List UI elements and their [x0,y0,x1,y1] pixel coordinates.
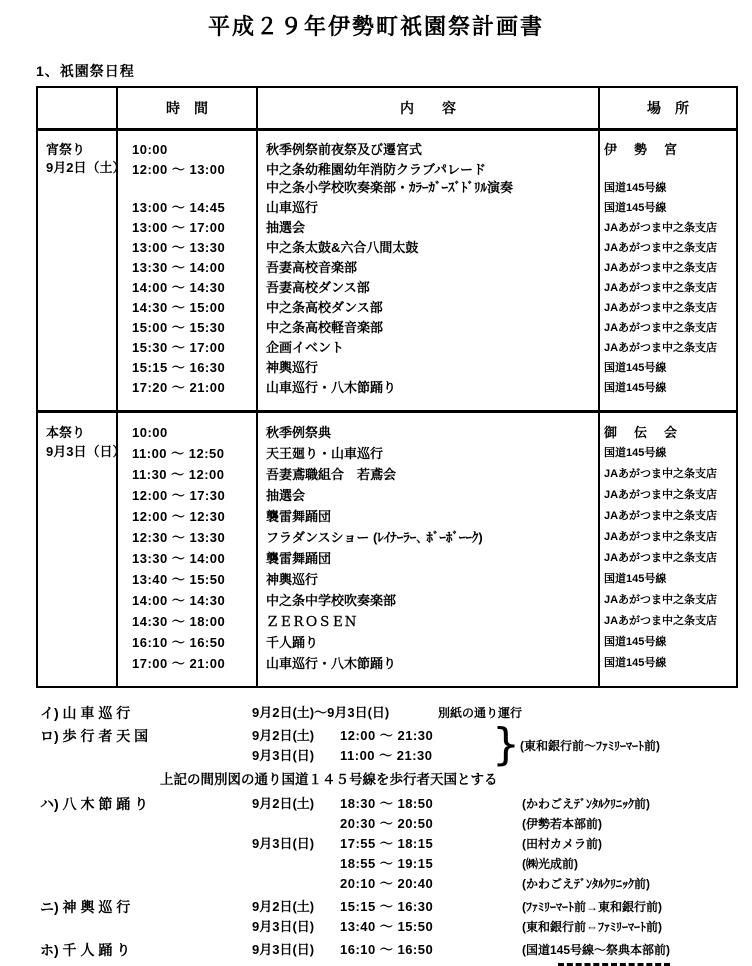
place-cell: JAあがつま中之条支店 [599,548,737,569]
content-line: 中之条高校ダンス部 [266,300,383,315]
content-cell [257,318,599,338]
note-item [40,794,752,894]
time-cell: 15:00 ～ 15:30 [117,318,257,338]
note-line [40,917,752,937]
document-page [0,10,752,966]
place-cell: JAあがつま中之条支店 [599,218,737,238]
event-row [37,443,737,464]
note-item [40,940,752,960]
note-place: 別紙の通り運行 [438,706,523,720]
content-line: 天王廻り・山車巡行 [266,446,384,461]
content-cell [257,653,599,687]
note-date [252,874,340,894]
time-cell: 14:30 ～ 18:00 [117,611,257,632]
header-content-cell: 内 容 [257,87,599,130]
place-cell: JAあがつま中之条支店 [599,527,737,548]
event-row [37,130,737,161]
time-cell: 17:00 ～ 21:00 [117,653,257,687]
content-cell [257,464,599,485]
event-row [37,258,737,278]
note-time: 18:30 ～ 18:50 [340,796,434,811]
time-cell: 13:40 ～ 15:50 [117,569,257,590]
time-cell: 13:00 ～ 17:00 [117,218,257,238]
note-line [40,794,752,814]
content-line: 神輿巡行 [266,572,319,587]
note-date: 9月3日(日) [252,748,315,763]
place-cell: 国道145号線 [599,443,737,464]
content-line: 秋季例祭典 [266,425,332,440]
content-line: 抽選会 [266,220,306,235]
content-line: 山車巡行・八木節踊り [266,380,397,395]
time-cell: 13:00 ～ 13:30 [117,238,257,258]
content-cell [257,338,599,358]
note-place: (東和銀行前⇔ﾌｧﾐﾘｰﾏｰﾄ前) [522,920,662,934]
brace-place-label: (東和銀行前～ﾌｧﾐﾘｰﾏｰﾄ前) [520,739,660,753]
time-cell: 13:00 ～ 14:45 [117,198,257,218]
content-line: 襲雷舞踊団 [266,551,332,566]
place-cell: JAあがつま中之条支店 [599,318,737,338]
note-item-label: ハ) 八 木 節 踊 り [40,796,149,812]
place-cell: 国道145号線 [599,358,737,378]
place-cell: 国道145号線 [599,160,737,198]
content-cell [257,160,599,198]
place-cell: 御 伝 会 [599,412,737,444]
schedule-table-header [37,87,737,130]
note-date: 9月3日(日) [252,836,315,851]
place-cell: 国道145号線 [599,653,737,687]
note-time: 20:10 ～ 20:40 [340,876,434,891]
content-cell [257,412,599,444]
event-row [37,338,737,358]
time-cell: 13:30 ～ 14:00 [117,548,257,569]
note-date [252,854,340,874]
event-row [37,378,737,412]
time-cell: 11:30 ～ 12:00 [117,464,257,485]
place-cell: JAあがつま中之条支店 [599,485,737,506]
event-row [37,653,737,687]
note-time: 15:15 ～ 16:30 [340,899,434,914]
note-time: 17:55 ～ 18:15 [340,836,434,851]
event-row [37,238,737,258]
event-row [37,569,737,590]
content-line: 神輿巡行 [266,360,319,375]
place-cell: 伊 勢 宮 [599,130,737,161]
content-cell [257,632,599,653]
note-place: (伊勢若本部前) [522,817,602,831]
place-cell: 国道145号線 [599,378,737,412]
note-item-label [40,854,252,874]
note-line [40,897,752,917]
time-cell: 16:10 ～ 16:50 [117,632,257,653]
content-line: 千人踊り [266,635,319,650]
event-row [37,506,737,527]
note-subnote: 上記の間別図の通り国道１４５号線を歩行者天国とする [160,772,498,787]
time-cell: 11:00 ～ 12:50 [117,443,257,464]
event-row [37,485,737,506]
content-line: 中之条幼稚園幼年消防クラブパレード [266,162,486,177]
schedule-table [36,86,738,688]
place-cell: JAあがつま中之条支店 [599,238,737,258]
place-cell: JAあがつま中之条支店 [599,464,737,485]
content-line: 吾妻高校音楽部 [266,260,358,275]
note-date [252,814,340,834]
note-time: 16:10 ～ 16:50 [340,942,434,957]
note-item-label: ニ) 神 輿 巡 行 [40,899,131,915]
schedule-section-heading: 1、祇園祭日程 [36,63,135,79]
note-line [40,940,752,960]
note-place: (ﾌｧﾐﾘｰﾏｰﾄ前→東和銀行前) [522,900,662,914]
content-line: 中之条中学校吹奏楽部 [266,593,397,608]
place-cell: JAあがつま中之条支店 [599,258,737,278]
note-time: 20:30 ～ 20:50 [340,816,434,831]
event-row [37,548,737,569]
event-row [37,412,737,444]
content-cell [257,278,599,298]
content-cell [257,443,599,464]
note-line [40,854,752,874]
event-row [37,590,737,611]
note-item-label: ロ) 歩 行 者 天 国 [40,728,149,744]
day-line: 9月2日（土） [46,160,126,175]
time-cell: 14:00 ～ 14:30 [117,278,257,298]
place-cell: 国道145号線 [599,569,737,590]
place-cell: JAあがつま中之条支店 [599,278,737,298]
curly-brace-icon: } [492,719,520,770]
note-date: 9月2日(土) [252,796,315,811]
event-row [37,358,737,378]
content-cell [257,527,599,548]
header-time-cell: 時 間 [117,87,257,130]
note-item-label [40,874,252,894]
time-cell: 12:30 ～ 13:30 [117,527,257,548]
note-time: 13:40 ～ 15:50 [340,919,434,934]
event-row [37,278,737,298]
time-cell: 10:00 [117,130,257,161]
content-line: 中之条高校軽音楽部 [266,320,384,335]
note-item-label [40,834,252,854]
time-cell: 15:15 ～ 16:30 [117,358,257,378]
note-line [40,874,752,894]
note-item-label: ホ) 千 人 踊 り [40,942,131,958]
day-line: 9月3日（日） [46,444,126,459]
page-title: 平成２９年伊勢町祇園祭計画書 [207,14,544,39]
time-cell: 13:30 ～ 14:00 [117,258,257,278]
time-cell: 14:00 ～ 14:30 [117,590,257,611]
content-cell [257,569,599,590]
content-line: 吾妻高校ダンス部 [266,280,370,295]
note-date: 9月2日(土)～9月3日(日) [252,705,390,720]
content-line: 秋季例祭前夜祭及び遷宮式 [266,142,423,157]
content-cell [257,298,599,318]
event-row [37,611,737,632]
note-item [40,703,752,723]
content-line: 襲雷舞踊団 [266,509,332,524]
place-cell: JAあがつま中之条支店 [599,298,737,318]
note-item-label [40,814,252,834]
schedule-section-2 [37,412,737,688]
content-line: 中之条太鼓&六合八間太鼓 [266,240,419,255]
content-cell [257,548,599,569]
note-item-label [40,917,252,937]
schedule-section-1 [37,130,737,412]
header-day-cell [37,87,117,130]
place-cell: JAあがつま中之条支店 [599,590,737,611]
note-time: 11:00 ～ 21:30 [340,748,433,763]
note-place: (かわごえﾃﾞﾝﾀﾙｸﾘﾆｯｸ前) [522,797,650,811]
place-cell: JAあがつま中之条支店 [599,338,737,358]
note-place: (田村カメラ前) [522,837,602,851]
time-cell: 12:00 ～ 12:30 [117,506,257,527]
time-cell: 15:30 ～ 17:00 [117,338,257,358]
content-cell [257,590,599,611]
content-cell [257,258,599,278]
time-cell: 12:00 ～ 17:30 [117,485,257,506]
event-row [37,218,737,238]
event-row [37,160,737,198]
content-cell [257,130,599,161]
note-line [40,834,752,854]
time-cell: 12:00 ～ 13:00 [117,160,257,198]
content-line: ＺＥＲＯＳＥＮ [266,614,358,629]
note-time: 18:55 ～ 19:15 [340,856,434,871]
event-row [37,298,737,318]
day-line: 本祭り [46,425,86,440]
day-cell [37,130,126,412]
place-cell: JAあがつま中之条支店 [599,506,737,527]
note-item [40,897,752,937]
note-date: 9月3日(日) [252,919,315,934]
content-cell [257,611,599,632]
note-place: (㈱光成前) [522,857,578,871]
note-time: 12:00 ～ 21:30 [340,728,434,743]
header-place-cell: 場 所 [599,87,737,130]
note-item-label: イ) 山 車 巡 行 [40,705,131,721]
content-line: 山車巡行・八木節踊り [266,656,397,671]
note-item [40,719,752,770]
note-line [40,703,752,723]
event-row [37,198,737,218]
event-row [37,527,737,548]
note-date: 9月3日(日) [252,942,315,957]
content-cell [257,506,599,527]
content-line: 中之条小学校吹奏楽部・ｶﾗｰｶﾞｰｽﾞﾄﾞﾘﾙ演奏 [266,180,514,195]
event-row [37,632,737,653]
content-line: 吾妻鳶職組合 若鳶会 [266,467,397,482]
content-line: 抽選会 [266,488,306,503]
place-cell: 国道145号線 [599,632,737,653]
time-cell: 10:00 [117,412,257,444]
content-line: 企画イベント [266,340,345,355]
note-date: 9月2日(土) [252,899,315,914]
content-cell [257,238,599,258]
place-cell: 国道145号線 [599,198,737,218]
time-cell: 17:20 ～ 21:00 [117,378,257,412]
day-line: 宵祭り [46,142,86,157]
note-item-label [40,746,252,766]
note-place: (かわごえﾃﾞﾝﾀﾙｸﾘﾆｯｸ前) [522,877,650,891]
day-cell [37,412,126,688]
content-cell [257,378,599,412]
note-line [40,814,752,834]
event-row [37,464,737,485]
content-cell [257,218,599,238]
content-line: 山車巡行 [266,200,319,215]
note-place: (国道145号線～祭典本部前) [522,943,671,957]
event-row [37,318,737,338]
notes-section [40,703,752,960]
note-date: 9月2日(土) [252,728,315,743]
content-cell [257,198,599,218]
content-cell [257,485,599,506]
content-cell [257,358,599,378]
place-cell: JAあがつま中之条支店 [599,611,737,632]
content-line: フラダンスショー (ﾚｲﾅｰﾗｰ､ ﾎﾞｰﾎﾞｰｰｸ) [266,530,483,545]
time-cell: 14:30 ～ 15:00 [117,298,257,318]
